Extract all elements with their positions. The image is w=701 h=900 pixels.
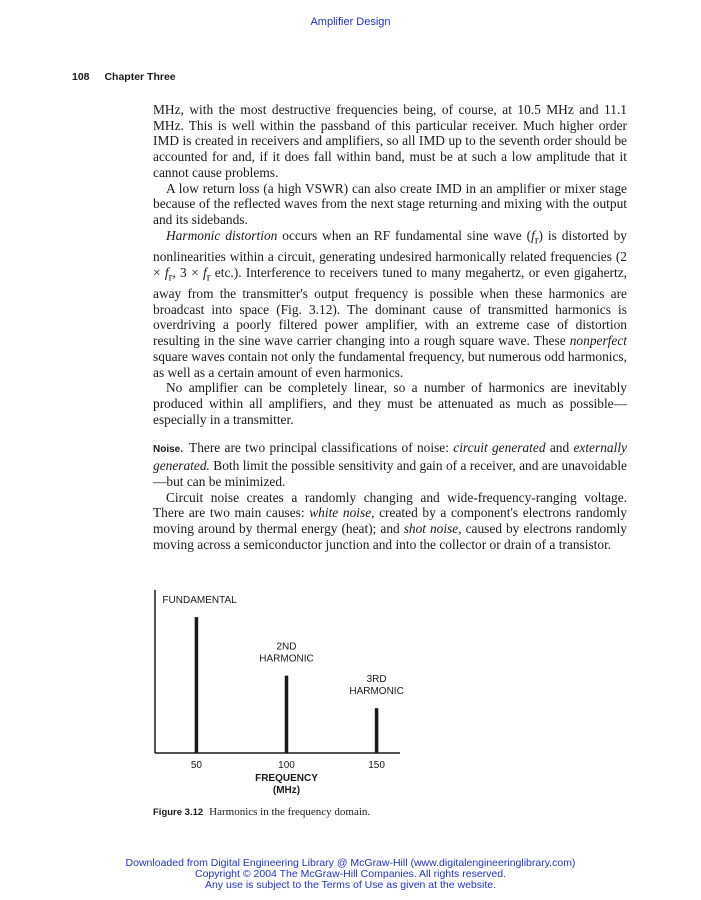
section-runin-noise: Noise.: [153, 444, 184, 456]
term-shot-noise: shot noise,: [403, 520, 462, 536]
x-axis-label: [255, 773, 318, 796]
text-run: There are two principal classifications of noise:: [189, 440, 454, 456]
bar-label: FUNDAMENTAL: [162, 595, 237, 607]
text-run: occurs when an RF fundamental sine wave (: [277, 227, 532, 243]
page-number: 108: [72, 71, 90, 83]
bar-label: HARMONIC: [259, 653, 314, 665]
footer-line-terms: Any use is subject to the Terms of Use as given at the website.: [204, 879, 497, 891]
symbol: f: [531, 227, 535, 243]
term-white-noise: white noise,: [309, 505, 375, 521]
term-circuit-generated: circuit generated: [453, 440, 546, 456]
paragraph: MHz, with the most destructive frequencies being, of course, at 10.5 MHz and 11.1 MHz. This is well within the passband of this particular receiver. Much higher order IMD is created in receivers and amplifiers, so all IMD up to the seventh order should be accounted for and, if it does fall within band, must be at such a low amplitude that it cannot cause problems.: [153, 102, 627, 180]
tick-label: 50: [190, 760, 202, 771]
paragraph: No amplifier can be completely linear, so a number of harmonics are inevitably produced within all amplifiers, and they must be attenuated as much as possible—especially in a transmitter.: [153, 380, 627, 427]
tick-label: 100: [278, 760, 295, 771]
subscript: r: [206, 271, 211, 284]
figure-label: Figure 3.12: [153, 807, 204, 818]
paragraph-harmonic-distortion: [153, 228, 627, 381]
x-axis-label-line: (MHz): [272, 785, 301, 796]
bars: [196, 617, 376, 753]
text-run: caused by electrons randomly moving across a semiconductor junction and into the collector or drain of a transistor.: [153, 520, 627, 552]
subscript: r: [168, 271, 173, 284]
symbol: f: [164, 264, 169, 280]
chapter-title: Chapter Three: [104, 71, 176, 83]
subscript: r: [534, 234, 539, 247]
page-header: [72, 71, 176, 83]
paragraph-noise: [153, 440, 627, 489]
footer: [0, 858, 701, 891]
paragraph-circuit-noise: [153, 490, 627, 553]
term-nonperfect: nonperfect: [569, 333, 627, 349]
text-run: ) is distorted by nonlinearities within a circuit, generating undesired harmonically related frequencies (2 ×: [153, 227, 628, 280]
bar-label: 3RD: [366, 674, 387, 686]
body-text: [153, 102, 627, 552]
harmonics-chart: [140, 585, 420, 805]
running-head: Amplifier Design: [310, 16, 391, 28]
figure-caption: [153, 806, 370, 818]
text-run: Both limit the possible sensitivity and gain of a receiver, and are unavoidable—but can be minimized.: [153, 458, 627, 489]
text-run: square waves contain not only the fundamental frequency, but numerous odd harmonics, as well as a certain amount of even harmonics.: [153, 348, 627, 380]
paragraph: A low return loss (a high VSWR) can also create IMD in an amplifier or mixer stage because of the reflected waves from the next stage returning and mixing with the output and its sidebands.: [153, 180, 627, 227]
text-run: and: [545, 440, 574, 456]
tick-label: 150: [368, 760, 385, 771]
term-harmonic-distortion: Harmonic distortion: [166, 227, 278, 243]
symbol: f: [203, 264, 207, 280]
text-run: Circuit noise creates a randomly changing and wide-frequency-ranging voltage. There are two main causes:: [153, 489, 627, 521]
text-run: etc.). Interference to receivers tuned to many megahertz, or even gigahertz, away from the transmitter's output frequency is possible when these harmonics are broadcast into space (Fig. 3.12). The dominant cause of transmitted harmonics is overdriving a poorly filtered power amplifier, with an extreme case of distortion resulting in the sine wave carrier changing into a rough square wave. These: [153, 264, 628, 349]
bar-label: 2ND: [276, 641, 297, 653]
tick-labels: [191, 760, 385, 771]
text-run: created by a component's electrons randomly moving around by thermal energy (heat); and: [153, 505, 627, 536]
footer-line-download[interactable]: Downloaded from Digital Engineering Library @ McGraw-Hill (www.digitalengineeringlibrary.com): [125, 857, 576, 869]
bar-label: HARMONIC: [349, 686, 404, 698]
x-axis-label-line: FREQUENCY: [255, 773, 318, 784]
term-externally-generated: externally generated.: [153, 440, 627, 474]
caption-text: Harmonics in the frequency domain.: [209, 806, 371, 818]
text-run: , 3 ×: [172, 264, 203, 280]
footer-line-copyright: Copyright © 2004 The McGraw-Hill Companies. All rights reserved.: [195, 868, 506, 880]
bar-labels: [162, 595, 403, 697]
